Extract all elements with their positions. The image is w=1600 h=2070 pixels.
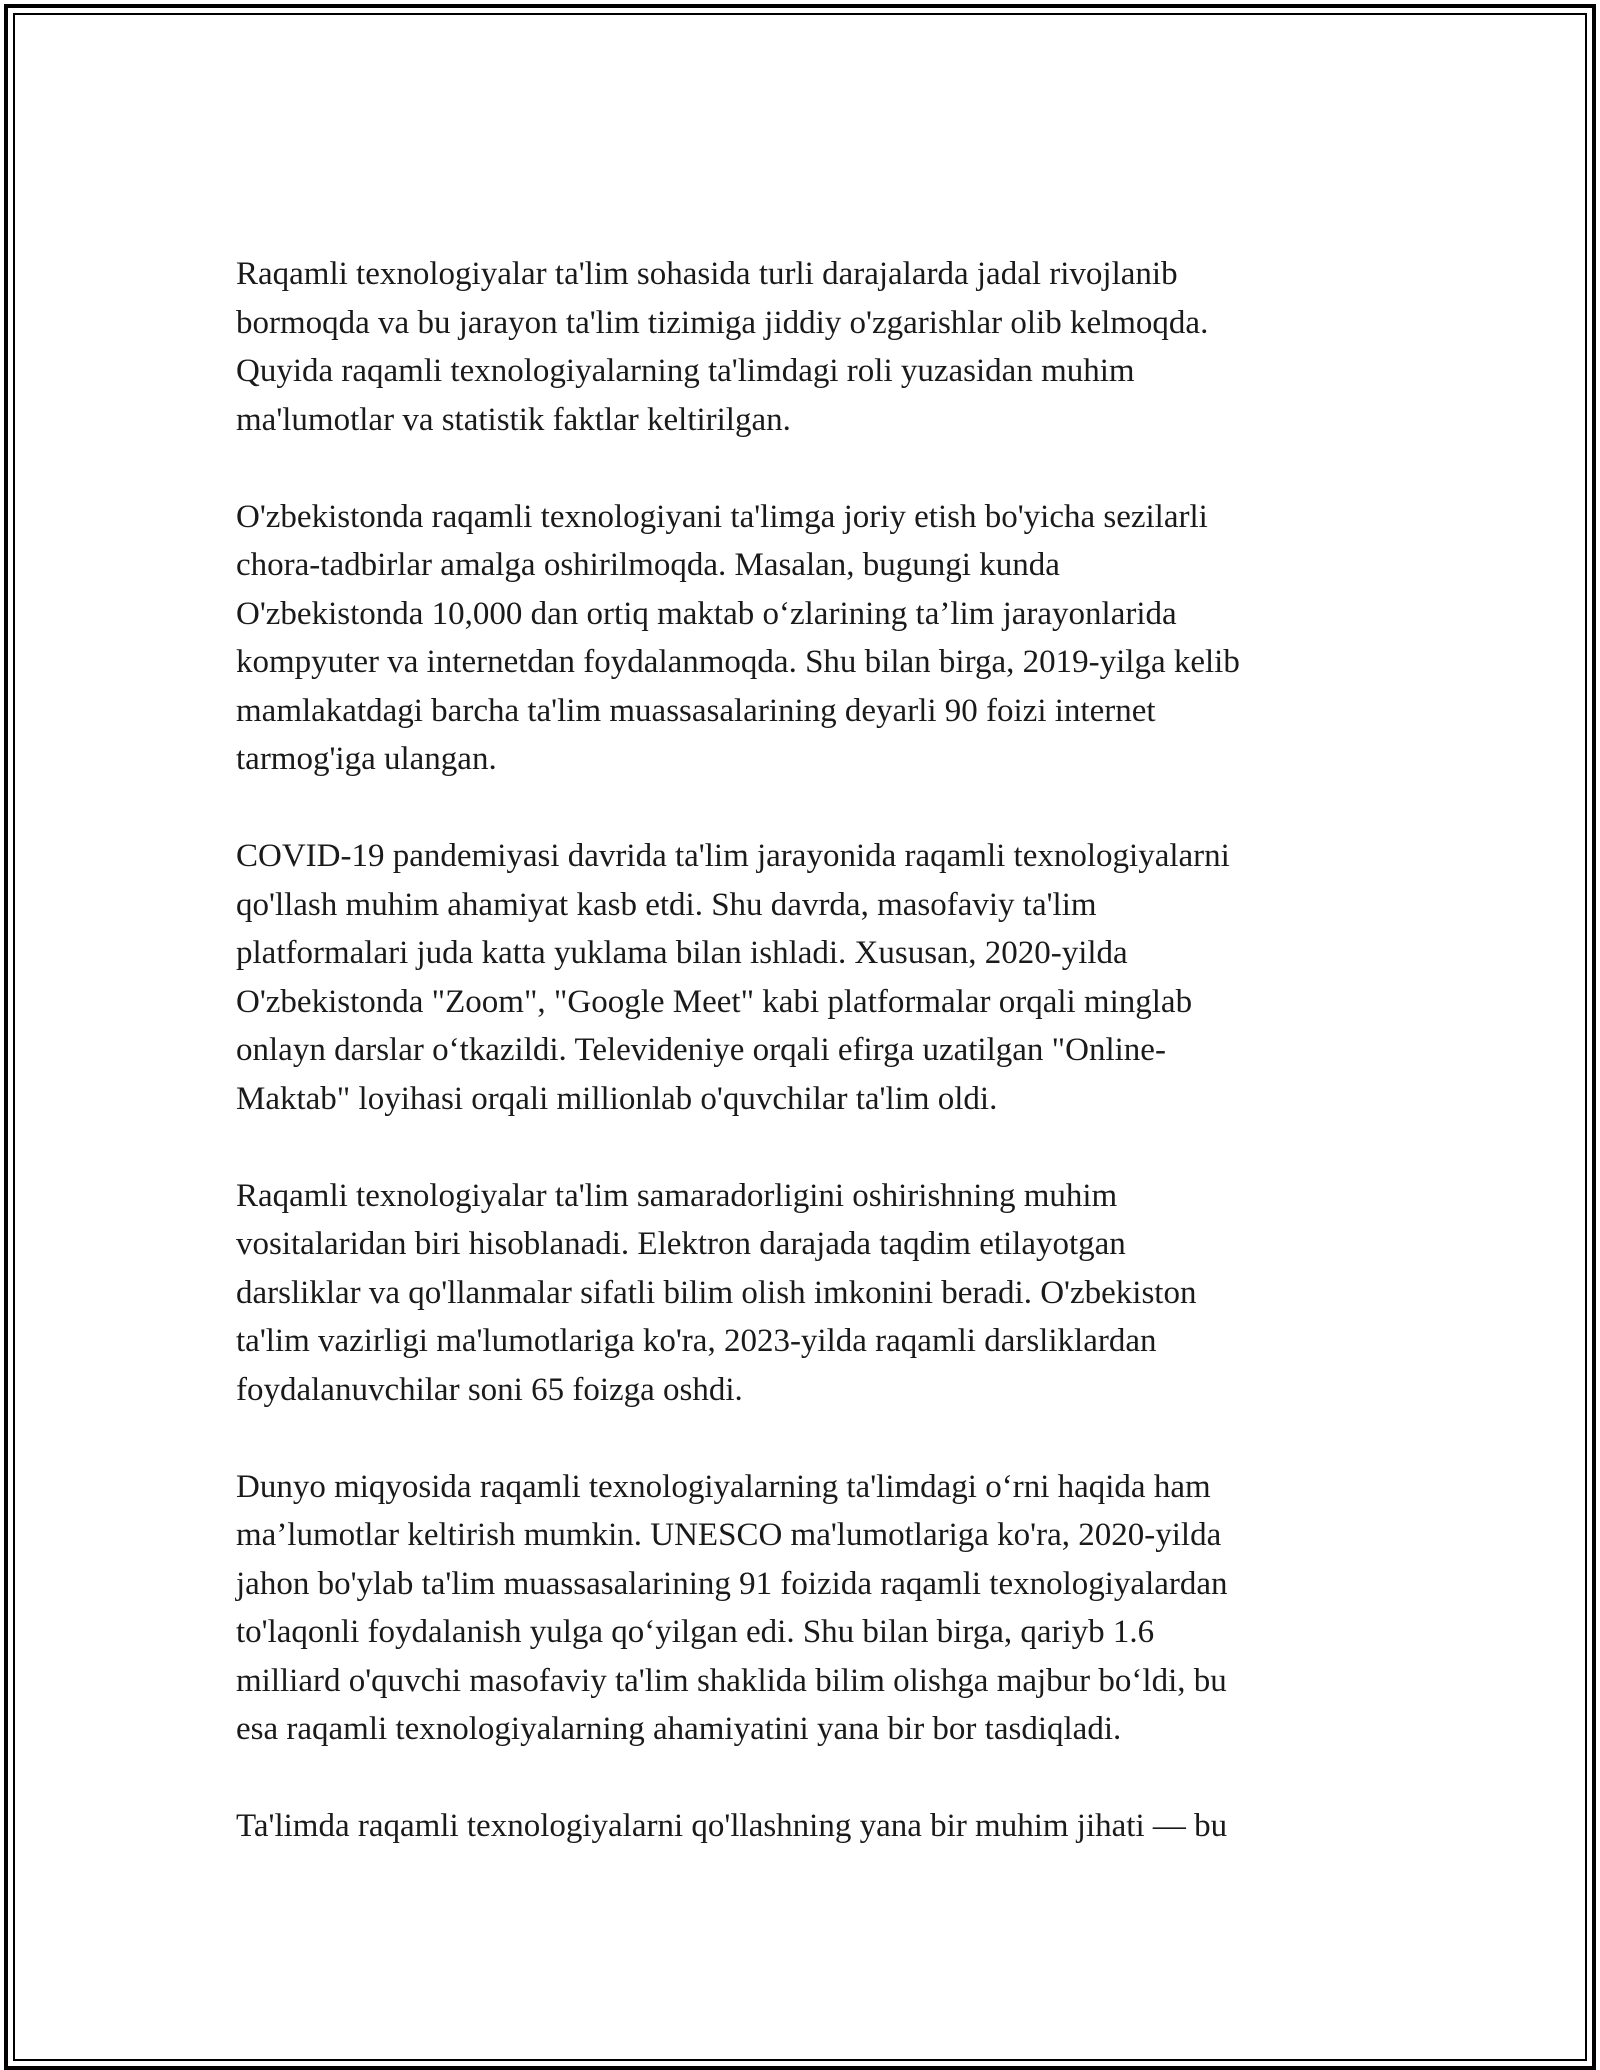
text-line: bormoqda va bu jarayon ta'lim tizimiga jiddiy o'zgarishlar olib kelmoqda. [236, 304, 1209, 341]
text-line: qo'llash muhim ahamiyat kasb etdi. Shu davrda, masofaviy ta'lim [236, 886, 1097, 923]
text-line: O'zbekistonda 10,000 dan ortiq maktab o‘zlarining ta’lim jarayonlarida [236, 595, 1177, 632]
text-line: esa raqamli texnologiyalarning ahamiyatini yana bir bor tasdiqladi. [236, 1711, 1122, 1747]
paragraph-2 [236, 493, 1356, 784]
text-line: COVID-19 pandemiyasi davrida ta'lim jarayonida raqamli texnologiyalarni [236, 838, 1230, 874]
text-line: ma'lumotlar va statistik faktlar keltirilgan. [236, 401, 791, 438]
text-line: Raqamli texnologiyalar ta'lim samaradorligini oshirishning muhim [236, 1177, 1118, 1214]
text-line: mamlakatdagi barcha ta'lim muassasalarining deyarli 90 foizi internet [236, 692, 1156, 729]
text-line: kompyuter va internetdan foydalanmoqda. Shu bilan birga, 2019-yilga kelib [236, 644, 1240, 680]
paragraph-6 [236, 1802, 1356, 1851]
text-line: Maktab" loyihasi orqali millionlab o'quvchilar ta'lim oldi. [236, 1080, 998, 1117]
text-line: darsliklar va qo'llanmalar sifatli bilim olish imkonini beradi. O'zbekiston [236, 1274, 1197, 1311]
text-line: O'zbekistonda "Zoom", "Google Meet" kabi platformalar orqali minglab [236, 983, 1193, 1020]
document-body [236, 250, 1356, 1899]
paragraph-3 [236, 832, 1356, 1123]
text-line: vositalaridan biri hisoblanadi. Elektron darajada taqdim etilayotgan [236, 1226, 1126, 1262]
text-line: onlayn darslar o‘tkazildi. Televideniye orqali efirga uzatilgan "Online- [236, 1032, 1166, 1068]
text-line: Quyida raqamli texnologiyalarning ta'limdagi roli yuzasidan muhim [236, 353, 1135, 389]
text-line: Dunyo miqyosida raqamli texnologiyalarning ta'limdagi o‘rni haqida ham [236, 1468, 1211, 1505]
text-line: tarmog'iga ulangan. [236, 741, 497, 777]
paragraph-4 [236, 1172, 1356, 1415]
text-line: milliard o'quvchi masofaviy ta'lim shaklida bilim olishga majbur bo‘ldi, bu [236, 1662, 1227, 1699]
text-line: chora-tadbirlar amalga oshirilmoqda. Masalan, bugungi kunda [236, 547, 1060, 583]
text-line: Ta'limda raqamli texnologiyalarni qo'llashning yana bir muhim jihati — bu [236, 1808, 1228, 1844]
text-line: platformalari juda katta yuklama bilan ishladi. Xususan, 2020-yilda [236, 935, 1128, 971]
text-line: ma’lumotlar keltirish mumkin. UNESCO ma'lumotlariga ko'ra, 2020-yilda [236, 1517, 1222, 1553]
text-line: Raqamli texnologiyalar ta'lim sohasida turli darajalarda jadal rivojlanib [236, 256, 1178, 292]
text-line: to'laqonli foydalanish yulga qo‘yilgan edi. Shu bilan birga, qariyb 1.6 [236, 1614, 1155, 1650]
text-line: foydalanuvchilar soni 65 foizga oshdi. [236, 1371, 743, 1408]
paragraph-1 [236, 250, 1356, 444]
text-line: O'zbekistonda raqamli texnologiyani ta'limga joriy etish bo'yicha sezilarli [236, 498, 1208, 535]
text-line: jahon bo'ylab ta'lim muassasalarining 91 foizida raqamli texnologiyalardan [236, 1565, 1228, 1602]
paragraph-5 [236, 1463, 1356, 1754]
text-line: ta'lim vazirligi ma'lumotlariga ko'ra, 2023-yilda raqamli darsliklardan [236, 1323, 1157, 1359]
